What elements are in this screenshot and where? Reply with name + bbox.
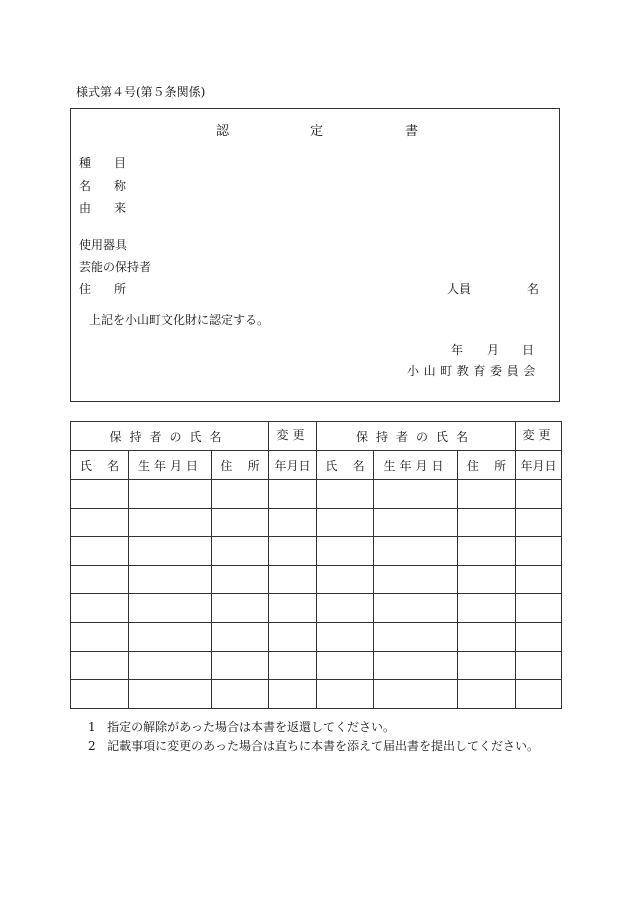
cell-change-date[interactable] <box>516 651 562 680</box>
cell-name[interactable] <box>317 651 374 680</box>
cell-name[interactable] <box>71 622 129 651</box>
table-row <box>71 680 562 709</box>
cell-name[interactable] <box>317 480 374 509</box>
col-name-char-2: 名 <box>352 458 365 473</box>
cell-name[interactable] <box>317 622 374 651</box>
cell-name[interactable] <box>317 565 374 594</box>
note-2 <box>88 737 539 754</box>
col-name-header-left <box>71 451 129 480</box>
cell-name[interactable] <box>71 480 129 509</box>
col-name-char-1: 氏 <box>325 458 338 473</box>
table-row <box>71 622 562 651</box>
table-row <box>71 508 562 537</box>
field-type-char-1: 種 <box>79 156 92 170</box>
table-row <box>71 651 562 680</box>
field-address-char-1: 住 <box>79 282 92 296</box>
col-name-header-right <box>317 451 374 480</box>
title-char-2: 定 <box>310 124 324 139</box>
holders-table-wrapper <box>70 421 561 708</box>
holder-name-group-header-left: 保持者の氏名 <box>71 422 269 451</box>
cell-address[interactable] <box>212 594 269 623</box>
field-members-unit: 名 <box>527 282 540 296</box>
cell-birthdate[interactable] <box>129 594 212 623</box>
note-2-text: 記載事項に変更のあった場合は直ちに本書を添えて届出書を提出してください。 <box>107 739 539 753</box>
cell-address[interactable] <box>212 537 269 566</box>
date-day: 日 <box>522 343 535 357</box>
cell-change-date[interactable] <box>269 594 317 623</box>
cell-name[interactable] <box>71 651 129 680</box>
field-origin-char-1: 由 <box>79 201 92 215</box>
col-address-char-1: 住 <box>220 458 233 473</box>
certification-statement: 上記を小山町文化財に認定する。 <box>89 313 270 327</box>
title-char-3: 書 <box>405 124 419 139</box>
title-char-1: 認 <box>216 124 230 139</box>
change-date-header-bottom-left: 年月日 <box>269 451 317 480</box>
cell-name[interactable] <box>317 594 374 623</box>
field-name-char-2: 称 <box>114 179 127 193</box>
cell-change-date[interactable] <box>516 680 562 709</box>
cell-change-date[interactable] <box>269 651 317 680</box>
note-1 <box>88 718 395 735</box>
col-birth-header-left: 生年月日 <box>129 451 212 480</box>
table-row <box>71 565 562 594</box>
field-instruments: 使用器具 <box>79 238 128 252</box>
note-1-number: 1 <box>88 720 96 734</box>
cell-name[interactable] <box>71 508 129 537</box>
cell-name[interactable] <box>317 537 374 566</box>
cell-change-date[interactable] <box>269 680 317 709</box>
cell-birthdate[interactable] <box>129 651 212 680</box>
cell-birthdate[interactable] <box>129 537 212 566</box>
cell-birthdate[interactable] <box>374 537 458 566</box>
cell-change-date[interactable] <box>269 508 317 537</box>
table-row <box>71 537 562 566</box>
note-1-text: 指定の解除があった場合は本書を返還してください。 <box>107 720 395 734</box>
cell-address[interactable] <box>458 480 516 509</box>
holders-table-body <box>71 480 562 709</box>
issuer: 小山町教育委員会 <box>407 364 540 378</box>
col-name-char-1: 氏 <box>79 458 92 473</box>
cell-name[interactable] <box>317 680 374 709</box>
change-date-header-top-right: 変更 <box>516 422 562 451</box>
cell-change-date[interactable] <box>516 594 562 623</box>
col-address-header-left <box>212 451 269 480</box>
cell-birthdate[interactable] <box>374 565 458 594</box>
cell-birthdate[interactable] <box>374 680 458 709</box>
cell-name[interactable] <box>317 508 374 537</box>
cell-address[interactable] <box>212 651 269 680</box>
cell-birthdate[interactable] <box>374 594 458 623</box>
certificate-box <box>70 108 560 402</box>
cell-birthdate[interactable] <box>129 480 212 509</box>
cell-change-date[interactable] <box>269 537 317 566</box>
table-row <box>71 480 562 509</box>
col-birth-header-right: 生年月日 <box>374 451 458 480</box>
cell-address[interactable] <box>212 622 269 651</box>
change-date-header-top-left: 変更 <box>269 422 317 451</box>
change-date-header-bottom-right: 年月日 <box>516 451 562 480</box>
cell-birthdate[interactable] <box>129 508 212 537</box>
table-row <box>71 594 562 623</box>
field-origin-char-2: 来 <box>114 201 127 215</box>
date-month: 月 <box>487 343 500 357</box>
holder-name-group-header-right: 保持者の氏名 <box>317 422 516 451</box>
note-2-number: 2 <box>88 739 96 753</box>
cell-change-date[interactable] <box>516 480 562 509</box>
cell-address[interactable] <box>458 537 516 566</box>
col-name-char-2: 名 <box>107 458 120 473</box>
cell-change-date[interactable] <box>269 565 317 594</box>
cell-address[interactable] <box>458 565 516 594</box>
cell-birthdate[interactable] <box>374 508 458 537</box>
cell-address[interactable] <box>212 480 269 509</box>
cell-birthdate[interactable] <box>374 651 458 680</box>
cell-change-date[interactable] <box>516 622 562 651</box>
cell-change-date[interactable] <box>269 622 317 651</box>
cell-address[interactable] <box>458 594 516 623</box>
cell-change-date[interactable] <box>516 537 562 566</box>
col-address-header-right <box>458 451 516 480</box>
cell-change-date[interactable] <box>516 508 562 537</box>
col-address-char-2: 所 <box>494 458 507 473</box>
cell-address[interactable] <box>458 651 516 680</box>
field-name-char-1: 名 <box>79 179 92 193</box>
cell-name[interactable] <box>71 565 129 594</box>
cell-birthdate[interactable] <box>129 565 212 594</box>
cell-birthdate[interactable] <box>129 680 212 709</box>
field-address-char-2: 所 <box>114 282 127 296</box>
cell-address[interactable] <box>458 508 516 537</box>
cell-address[interactable] <box>212 565 269 594</box>
cell-change-date[interactable] <box>269 480 317 509</box>
date-year: 年 <box>451 343 464 357</box>
holders-table <box>70 421 562 709</box>
cell-name[interactable] <box>71 680 129 709</box>
cell-address[interactable] <box>458 680 516 709</box>
field-performer: 芸能の保持者 <box>79 260 152 274</box>
cell-address[interactable] <box>212 680 269 709</box>
col-address-char-2: 所 <box>247 458 260 473</box>
cell-birthdate[interactable] <box>374 622 458 651</box>
form-number: 様式第４号(第５条関係) <box>76 85 206 99</box>
col-address-char-1: 住 <box>466 458 479 473</box>
cell-birthdate[interactable] <box>129 622 212 651</box>
cell-address[interactable] <box>212 508 269 537</box>
cell-address[interactable] <box>458 622 516 651</box>
cell-change-date[interactable] <box>516 565 562 594</box>
field-type-char-2: 目 <box>114 156 127 170</box>
cell-name[interactable] <box>71 594 129 623</box>
field-members-label: 人員 <box>447 282 472 296</box>
cell-birthdate[interactable] <box>374 480 458 509</box>
cell-name[interactable] <box>71 537 129 566</box>
